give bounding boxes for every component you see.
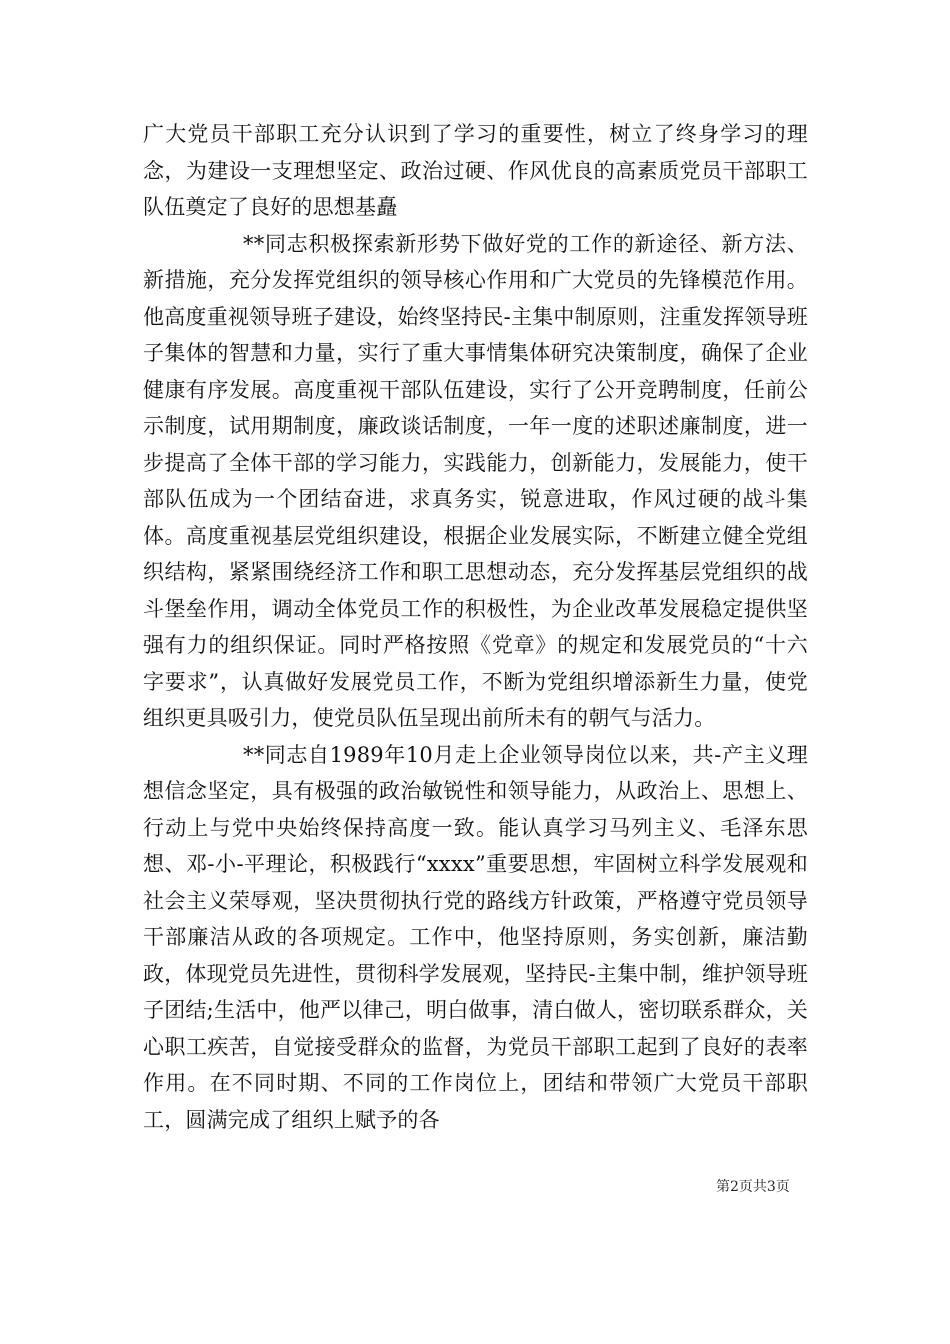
document-body — [143, 116, 808, 1138]
paragraph-3: **同志自1989年10月走上企业领导岗位以来，共-产主义理想信念坚定，具有极强的政治敏锐性和领导能力，从政治上、思想上、行动上与党中央始终保持高度一致。能认真学习马列主义、毛泽东思想、邓-小-平理论，积极践行“xxxx”重要思想，牢固树立科学发展观和社会主义荣辱观，坚决贯彻执行党的路线方针政策，严格遵守党员领导干部廉洁从政的各项规定。工作中，他坚持原则，务实创新，廉洁勤政，体现党员先进性，贯彻科学发展观，坚持民-主集中制，维护领导班子团结;生活中，他严以律己，明白做事，清白做人，密切联系群众，关心职工疾苦，自觉接受群众的监督，为党员干部职工起到了良好的表率作用。在不同时期、不同的工作岗位上，团结和带领广大党员干部职工，圆满完成了组织上赋予的各 — [143, 742, 808, 1132]
paragraph-1: 广大党员干部职工充分认识到了学习的重要性，树立了终身学习的理念，为建设一支理想坚定、政治过硬、作风优良的高素质党员干部职工队伍奠定了良好的思想基矗 — [143, 122, 808, 219]
paragraph-2: **同志积极探索新形势下做好党的工作的新途径、新方法、新措施，充分发挥党组织的领导核心作用和广大党员的先锋模范作用。他高度重视领导班子建设，始终坚持民-主集中制原则，注重发挥领导班子集体的智慧和力量，实行了重大事情集体研究决策制度，确保了企业健康有序发展。高度重视干部队伍建设，实行了公开竞聘制度，任前公示制度，试用期制度，廉政谈话制度，一年一度的述职述廉制度，进一步提高了全体干部的学习能力，实践能力，创新能力，发展能力，使干部队伍成为一个团结奋进，求真务实，锐意进取，作风过硬的战斗集体。高度重视基层党组织建设，根据企业发展实际，不断建立健全党组织结构，紧紧围绕经济工作和职工思想动态，充分发挥基层党组织的战斗堡垒作用，调动全体党员工作的积极性，为企业改革发展稳定提供坚强有力的组织保证。同时严格按照《党章》的规定和发展党员的“十六字要求”，认真做好发展党员工作，不断为党组织增添新生力量，使党组织更具吸引力，使党员队伍呈现出前所未有的朝气与活力。 — [143, 231, 808, 730]
page-number-footer: 第2页共3页 — [716, 1179, 790, 1195]
